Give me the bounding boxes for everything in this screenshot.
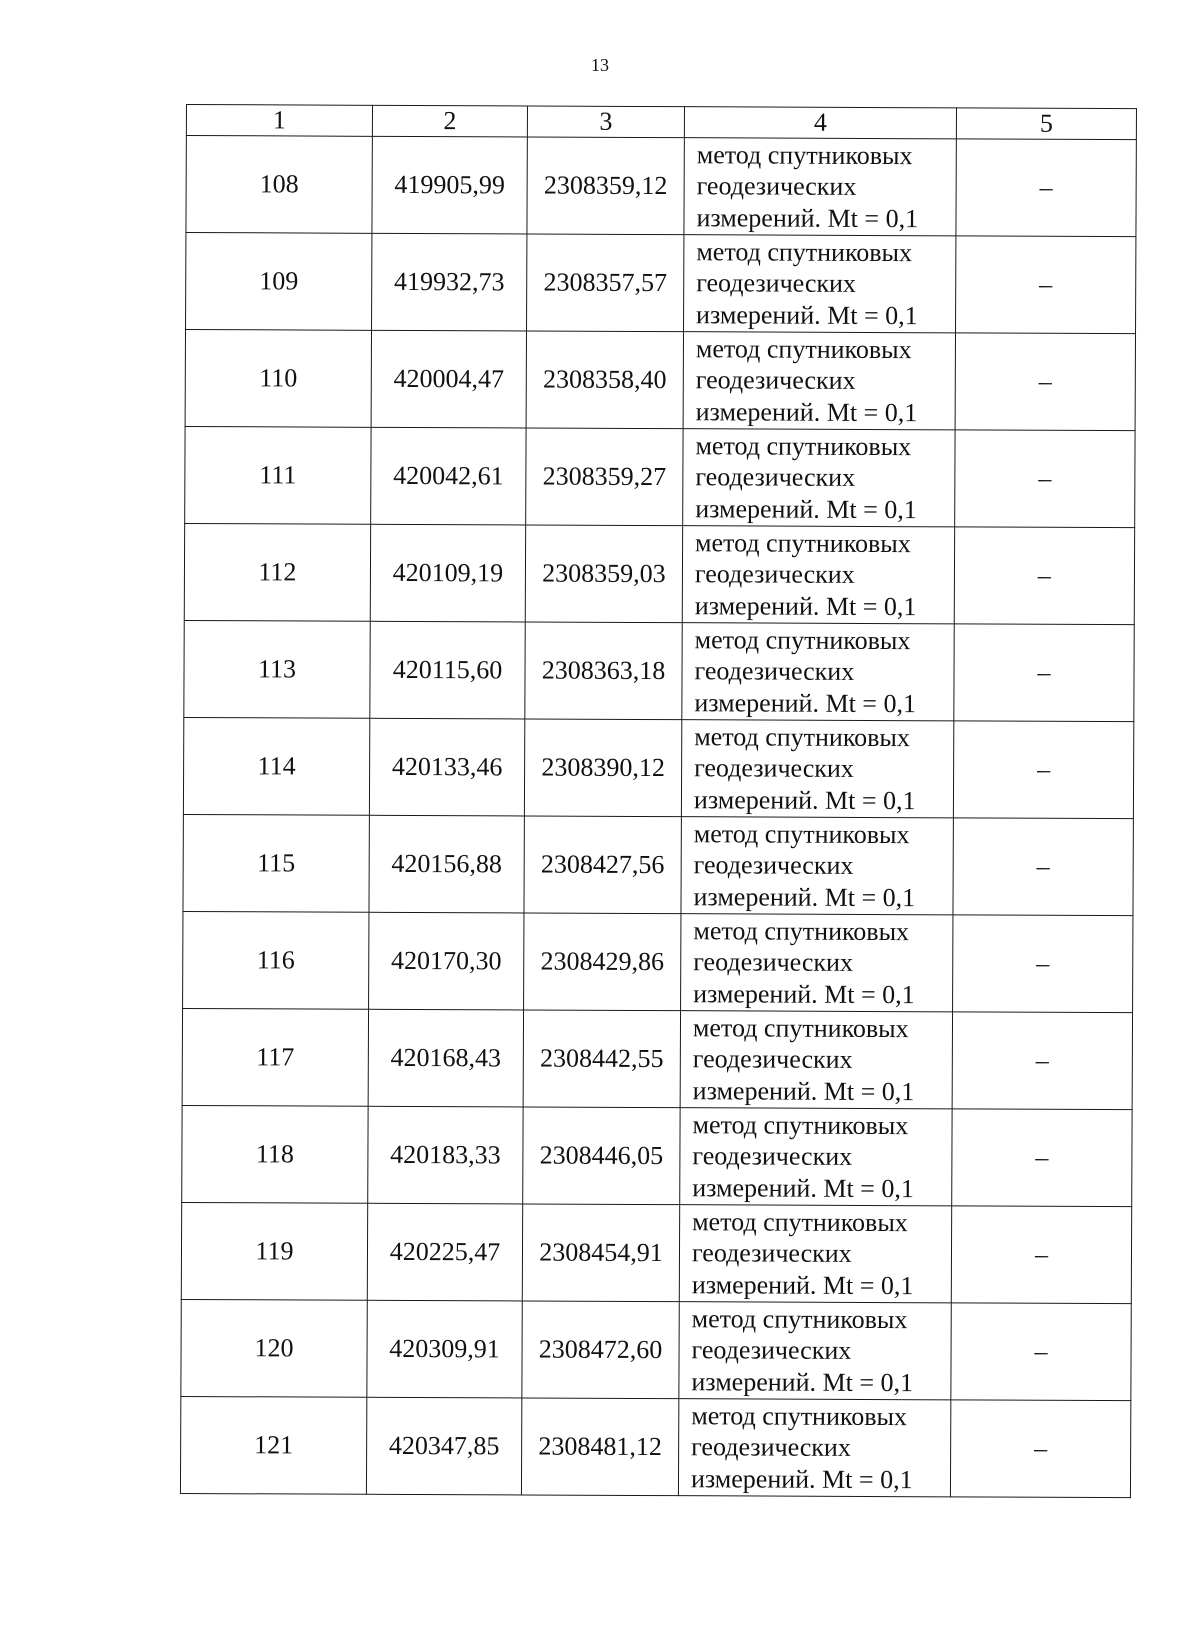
x-coordinate-cell: 420168,43 bbox=[368, 1009, 523, 1107]
point-number-cell: 114 bbox=[183, 717, 369, 815]
y-coordinate-cell: 2308357,57 bbox=[527, 234, 684, 332]
table-row bbox=[186, 233, 1136, 334]
note-cell: – bbox=[953, 721, 1133, 819]
method-line: метод спутниковых bbox=[692, 1109, 909, 1140]
x-coordinate-cell: 420170,30 bbox=[369, 912, 524, 1010]
method-line: геодезических bbox=[694, 656, 855, 687]
note-cell: – bbox=[955, 430, 1135, 528]
method-cell bbox=[679, 1205, 951, 1303]
method-cell bbox=[684, 235, 956, 333]
method-line: метод спутниковых bbox=[696, 139, 913, 170]
method-line: геодезических bbox=[694, 753, 854, 784]
x-coordinate-cell: 420109,19 bbox=[370, 524, 525, 622]
method-line: метод спутниковых bbox=[691, 1303, 908, 1334]
point-number-cell: 108 bbox=[186, 136, 372, 234]
column-header: 5 bbox=[956, 108, 1136, 140]
table-row bbox=[185, 426, 1135, 527]
method-line: геодезических bbox=[695, 462, 856, 493]
method-line: геодезических bbox=[691, 1432, 851, 1463]
method-line: метод спутниковых bbox=[693, 915, 910, 946]
method-cell bbox=[681, 817, 953, 915]
method-line: метод спутниковых bbox=[694, 624, 911, 655]
method-line: измерений. Mt = 0,1 bbox=[692, 1075, 915, 1106]
y-coordinate-cell: 2308363,18 bbox=[525, 622, 682, 720]
table-row bbox=[181, 1202, 1131, 1303]
note-cell: – bbox=[950, 1400, 1130, 1498]
method-line: измерений. Mt = 0,1 bbox=[693, 978, 915, 1009]
column-header: 3 bbox=[527, 106, 684, 138]
point-number-cell: 116 bbox=[183, 911, 369, 1009]
note-cell: – bbox=[955, 333, 1135, 431]
point-number-cell: 119 bbox=[181, 1202, 367, 1300]
method-line: измерений. Mt = 0,1 bbox=[696, 299, 918, 330]
method-cell bbox=[681, 914, 953, 1012]
note-cell: – bbox=[953, 818, 1133, 916]
column-header: 1 bbox=[186, 105, 372, 137]
method-line: геодезических bbox=[693, 947, 854, 978]
method-cell bbox=[683, 332, 955, 430]
method-cell bbox=[682, 526, 954, 624]
y-coordinate-cell: 2308359,03 bbox=[525, 525, 682, 623]
method-cell bbox=[680, 1108, 952, 1206]
note-cell: – bbox=[953, 915, 1133, 1013]
point-number-cell: 113 bbox=[184, 620, 370, 718]
table-row bbox=[185, 330, 1135, 431]
method-line: метод спутниковых bbox=[693, 818, 910, 849]
method-cell bbox=[683, 429, 955, 527]
method-line: геодезических bbox=[696, 268, 857, 299]
y-coordinate-cell: 2308358,40 bbox=[526, 331, 683, 429]
y-coordinate-cell: 2308481,12 bbox=[521, 1398, 678, 1496]
method-cell bbox=[681, 720, 953, 818]
table-body bbox=[180, 136, 1136, 1498]
point-number-cell: 111 bbox=[185, 426, 371, 524]
point-number-cell: 118 bbox=[182, 1105, 368, 1203]
method-line: геодезических bbox=[692, 1141, 853, 1172]
point-number-cell: 110 bbox=[185, 330, 371, 428]
method-line: геодезических bbox=[695, 365, 856, 396]
x-coordinate-cell: 420133,46 bbox=[369, 718, 524, 816]
method-line: измерений. Mt = 0,1 bbox=[691, 1269, 914, 1300]
y-coordinate-cell: 2308390,12 bbox=[524, 719, 681, 817]
coordinates-table bbox=[180, 104, 1137, 1498]
method-cell bbox=[680, 1011, 952, 1109]
method-line: геодезических bbox=[694, 559, 855, 590]
method-line: метод спутниковых bbox=[695, 430, 912, 461]
point-number-cell: 115 bbox=[183, 814, 369, 912]
x-coordinate-cell: 420004,47 bbox=[371, 330, 526, 428]
method-line: геодезических bbox=[692, 1044, 853, 1075]
method-line: метод спутниковых bbox=[695, 333, 912, 364]
table-header-row bbox=[186, 105, 1136, 140]
y-coordinate-cell: 2308429,86 bbox=[524, 913, 681, 1011]
method-cell bbox=[684, 138, 956, 236]
note-cell: – bbox=[952, 1109, 1132, 1207]
column-header: 2 bbox=[372, 105, 527, 137]
x-coordinate-cell: 420183,33 bbox=[368, 1106, 523, 1204]
note-cell: – bbox=[951, 1206, 1131, 1304]
x-coordinate-cell: 420042,61 bbox=[371, 427, 526, 525]
table-row bbox=[183, 911, 1133, 1012]
y-coordinate-cell: 2308359,12 bbox=[527, 137, 684, 235]
method-line: измерений. Mt = 0,1 bbox=[690, 1463, 913, 1494]
column-header: 4 bbox=[684, 107, 956, 139]
method-line: геодезических bbox=[693, 850, 854, 881]
table-row bbox=[180, 1396, 1130, 1497]
table-row bbox=[183, 814, 1133, 915]
method-line: измерений. Mt = 0,1 bbox=[695, 396, 918, 427]
table-row bbox=[182, 1008, 1132, 1109]
x-coordinate-cell: 420225,47 bbox=[367, 1203, 522, 1301]
method-line: метод спутниковых bbox=[694, 721, 911, 752]
method-line: измерений. Mt = 0,1 bbox=[693, 784, 916, 815]
method-line: метод спутниковых bbox=[695, 527, 911, 558]
table-row bbox=[183, 717, 1133, 818]
point-number-cell: 117 bbox=[182, 1008, 368, 1106]
table-row bbox=[181, 1299, 1131, 1400]
method-line: измерений. Mt = 0,1 bbox=[694, 590, 917, 621]
table-row bbox=[184, 523, 1134, 624]
point-number-cell: 121 bbox=[180, 1396, 366, 1494]
method-line: метод спутниковых bbox=[692, 1012, 909, 1043]
method-line: измерений. Mt = 0,1 bbox=[694, 687, 917, 718]
x-coordinate-cell: 420115,60 bbox=[370, 621, 525, 719]
method-cell bbox=[679, 1302, 951, 1400]
y-coordinate-cell: 2308442,55 bbox=[523, 1010, 680, 1108]
y-coordinate-cell: 2308359,27 bbox=[526, 428, 683, 526]
method-cell bbox=[682, 623, 954, 721]
table-row bbox=[182, 1105, 1132, 1206]
method-line: метод спутниковых bbox=[696, 236, 913, 267]
table-row bbox=[184, 620, 1134, 721]
x-coordinate-cell: 420309,91 bbox=[367, 1300, 522, 1398]
note-cell: – bbox=[954, 527, 1134, 625]
note-cell: – bbox=[956, 236, 1136, 334]
x-coordinate-cell: 420156,88 bbox=[369, 815, 524, 913]
method-line: геодезических bbox=[691, 1335, 852, 1366]
method-cell bbox=[678, 1399, 950, 1497]
x-coordinate-cell: 420347,85 bbox=[366, 1397, 521, 1495]
note-cell: – bbox=[952, 1012, 1132, 1110]
note-cell: – bbox=[951, 1303, 1131, 1401]
x-coordinate-cell: 419932,73 bbox=[372, 233, 527, 331]
y-coordinate-cell: 2308446,05 bbox=[523, 1107, 680, 1205]
point-number-cell: 120 bbox=[181, 1299, 367, 1397]
page-number: 13 bbox=[591, 55, 609, 75]
method-line: метод спутниковых bbox=[692, 1206, 908, 1237]
y-coordinate-cell: 2308472,60 bbox=[522, 1301, 679, 1399]
point-number-cell: 112 bbox=[184, 523, 370, 621]
y-coordinate-cell: 2308427,56 bbox=[524, 816, 681, 914]
method-line: геодезических bbox=[691, 1238, 852, 1269]
method-line: измерений. Mt = 0,1 bbox=[692, 1172, 914, 1203]
method-line: измерений. Mt = 0,1 bbox=[695, 493, 917, 524]
note-cell: – bbox=[956, 139, 1136, 237]
method-line: измерений. Mt = 0,1 bbox=[693, 881, 916, 912]
table-row bbox=[186, 136, 1136, 237]
method-line: измерений. Mt = 0,1 bbox=[696, 202, 919, 233]
point-number-cell: 109 bbox=[186, 233, 372, 331]
method-line: метод спутниковых bbox=[691, 1400, 908, 1431]
y-coordinate-cell: 2308454,91 bbox=[522, 1204, 679, 1302]
method-line: геодезических bbox=[696, 171, 857, 202]
x-coordinate-cell: 419905,99 bbox=[372, 136, 527, 234]
method-line: измерений. Mt = 0,1 bbox=[691, 1366, 914, 1397]
note-cell: – bbox=[954, 624, 1134, 722]
